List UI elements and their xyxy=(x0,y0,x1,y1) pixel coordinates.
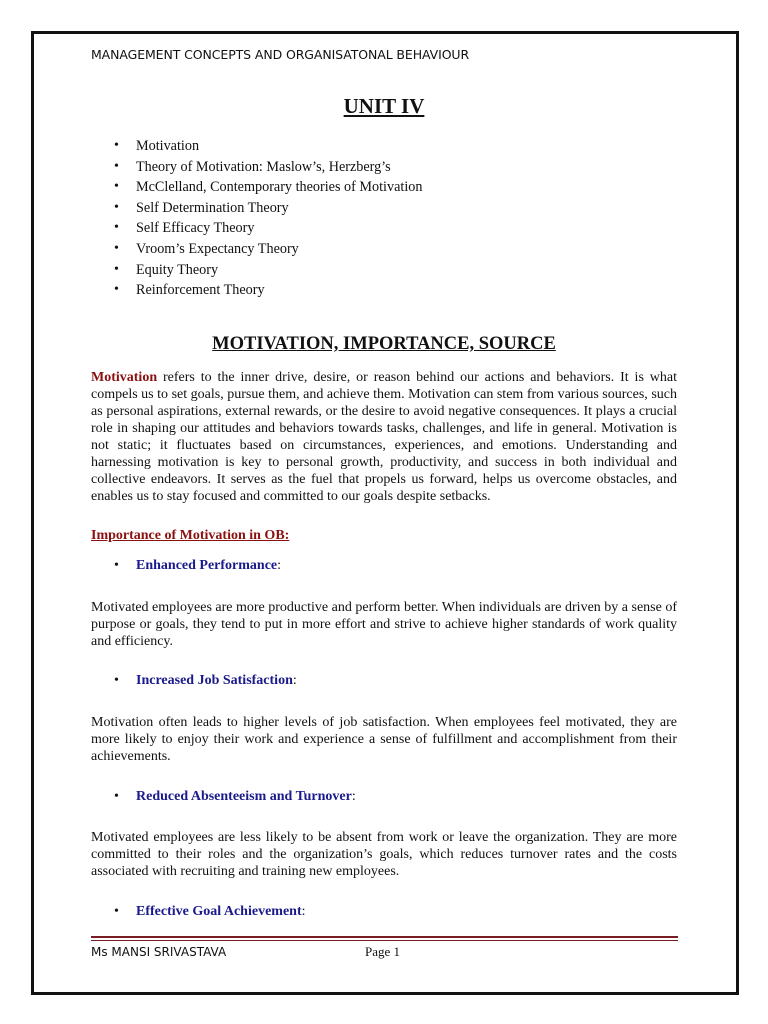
point-paragraph: Motivated employees are more productive and perform better. When individuals are driven by a sense of purpose or goals, they tend to put in more effort and strive to achieve higher standards of work quality and efficiency. xyxy=(91,600,677,649)
topic-item: • Equity Theory xyxy=(136,260,422,281)
footer-rule xyxy=(91,936,678,938)
point-label: Effective Goal Achievement xyxy=(136,904,302,919)
point-colon: : xyxy=(301,904,306,919)
intro-text: refers to the inner drive, desire, or reason behind our actions and behaviors. It is what compels us to set goals, pursue them, and achieve them. Motivation can stem from various sources, such as personal aspirations, external rewards, or the desire to avoid negative consequences. It plays a crucial role in shaping our attitudes and behaviors towards tasks, challenges, and life in general. Motivation is not static; it fluctuates based on circumstances, experiences, and emotions. Understanding and harnessing motivation is key to personal growth, productivity, and success in both individual and collective endeavors. It serves as the fuel that propels us forward, helps us overcome obstacles, and enables us to stay focused and committed to our goals despite setbacks. xyxy=(91,370,677,504)
topic-item: • Reinforcement Theory xyxy=(136,280,422,301)
point-label: Enhanced Performance xyxy=(136,558,278,573)
point-colon: : xyxy=(351,789,356,804)
topic-item: • Self Efficacy Theory xyxy=(136,218,422,239)
topic-item: • Theory of Motivation: Maslow’s, Herzberg’s xyxy=(136,157,422,178)
topic-item: • Vroom’s Expectancy Theory xyxy=(136,239,422,260)
importance-heading: Importance of Motivation in OB: xyxy=(91,528,290,543)
running-header: MANAGEMENT CONCEPTS AND ORGANISATONAL BEHAVIOUR xyxy=(91,47,470,62)
point-paragraph: Motivated employees are less likely to be absent from work or leave the organization. They are more committed to their roles and the organization’s goals, which reduces turnover rates and the costs associated with recruiting and training new employees. xyxy=(91,830,677,879)
point-heading xyxy=(136,673,297,689)
unit-title: UNIT IV xyxy=(343,94,425,118)
point-colon: : xyxy=(292,673,297,688)
topic-item: • McClelland, Contemporary theories of Motivation xyxy=(136,177,422,198)
footer-rule xyxy=(91,940,678,941)
point-colon: : xyxy=(277,558,282,573)
topic-item: • Motivation xyxy=(136,136,422,157)
page-number: Page 1 xyxy=(365,944,401,959)
point-heading xyxy=(136,904,306,920)
topic-list xyxy=(136,136,422,301)
point-label: Reduced Absenteeism and Turnover xyxy=(136,789,352,804)
intro-paragraph xyxy=(91,369,677,505)
topic-item: • Self Determination Theory xyxy=(136,198,422,219)
footer-author: Ms MANSI SRIVASTAVA xyxy=(91,945,227,959)
intro-keyword: Motivation xyxy=(91,370,158,385)
section-title: MOTIVATION, IMPORTANCE, SOURCE xyxy=(212,334,556,354)
point-label: Increased Job Satisfaction xyxy=(136,673,293,688)
point-heading xyxy=(136,789,356,805)
point-heading xyxy=(136,558,281,574)
point-paragraph: Motivation often leads to higher levels of job satisfaction. When employees feel motivated, they are more likely to enjoy their work and experience a sense of fulfillment and accomplishment from their achievements. xyxy=(91,715,677,764)
